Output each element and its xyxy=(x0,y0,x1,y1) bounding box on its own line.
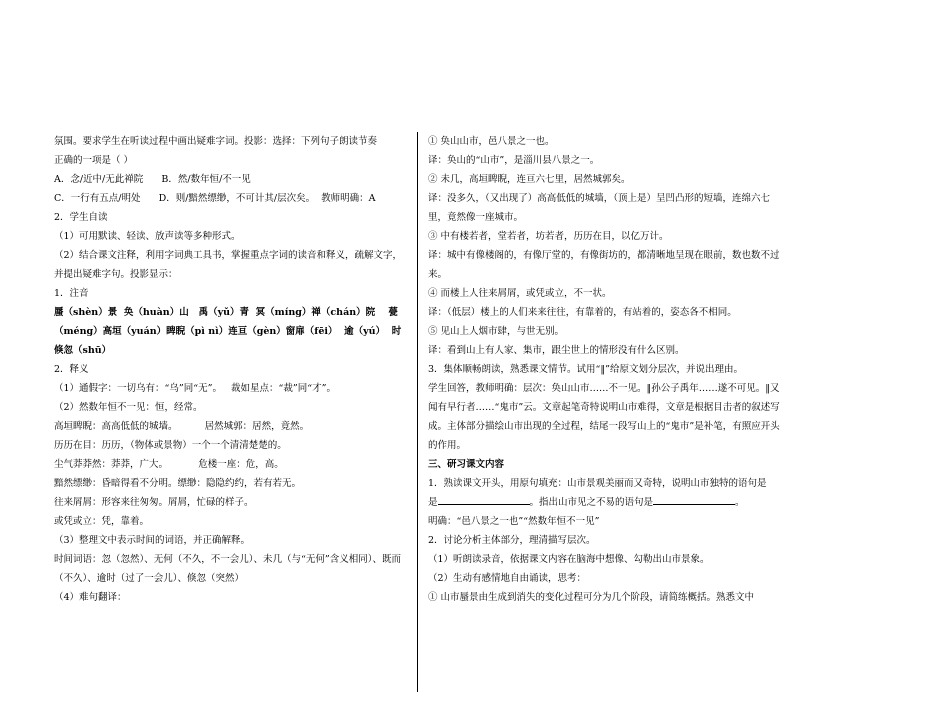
paragraph: 时间词语：忽（忽然）、无何（不久，不一会儿）、未几（与“无何”含义相同）、既而（不久）、逾时（过了一会儿）、倏忽（突然） xyxy=(54,554,401,584)
definition-line: 黯然缥缈：昏暗得看不分明。缥缈：隐隐约约，若有若无。 xyxy=(54,478,302,489)
text-line: ④ 而楼上人往来屑屑，或凭或立，不一状。 xyxy=(428,288,612,299)
section-heading: 2．学生自读 xyxy=(54,212,108,223)
definition-line: 往来屑屑：形容来往匆匆。屑屑，忙碌的样子。 xyxy=(54,497,254,508)
text-line: ① 奂山山市，邑八景之一也。 xyxy=(428,136,555,147)
paragraph: 译：城中有像楼阁的，有像厅堂的，有像街坊的，都清晰地呈现在眼前，数也数不过来。 xyxy=(428,250,780,280)
text-line: 3．集体顺畅朗读，熟悉课文情节。试用“‖”给原文划分层次，并说出理由。 xyxy=(428,364,744,375)
text-line: 氛围。要求学生在听读过程中画出疑难字词。投影：选择：下列句子朗读节奏 xyxy=(54,136,378,147)
answer-blank[interactable] xyxy=(438,493,530,505)
paragraph: 学生回答，教师明确：层次：奂山山市……不一见。‖孙公子禹年……遂不可见。‖又闻有早行者……“鬼市”云。文章起笔奇特说明山市难得，文章是根据目击者的叙述写成。主体部分描绘山市出现的全过程，结尾一段写山上的“鬼市”是补笔，有照应开头的作用。 xyxy=(428,383,780,451)
definition-line: 高垣睥睨：高高低低的城墙。 居然城郭：居然，竟然。 xyxy=(54,421,310,432)
text-line: 明确：“邑八景之一也”“然数年恒不一见” xyxy=(428,516,600,527)
text-line: （2）生动有感情地自由诵读，思考： xyxy=(428,573,587,584)
fill-blank-line: 是 。指出山市见之不易的语句是 。 xyxy=(428,493,782,512)
pronunciation-list: 蜃（shèn）景 奂（huàn）山 禹（yǔ）青 冥（míng）禅（chán）院 甍（méng）高垣（yuán）睥睨（pì nì）连亘（gèn）窗扉（fēi） 逾（yú） 时倏忽（shū） xyxy=(54,307,402,356)
text-line: （1）通假字：一切乌有：“乌”同“无”。 裁如星点：“裁”同“才”。 xyxy=(54,383,336,394)
text-fragment: 。指出山市见之不易的语句是 xyxy=(529,497,654,508)
text-line: （4）难句翻译： xyxy=(54,592,127,603)
text-line: ① 山市蜃景由生成到消失的变化过程可分为几个阶段，请简练概括。熟悉文中 xyxy=(428,592,755,603)
text-line: 2．讨论分析主体部分，理清描写层次。 xyxy=(428,535,596,546)
text-line: ⑤ 见山上人烟市肆，与世无别。 xyxy=(428,326,565,337)
text-line: （1）听朗读录音，依据课文内容在脑海中想像、勾勒出山市景象。 xyxy=(428,554,710,565)
text-line: ③ 中有楼若者，堂若者，坊若者，历历在目，以亿万计。 xyxy=(428,231,669,242)
text-line: 1．熟读课文开头，用原句填充：山市景观美丽而又奇特，说明山市独特的语句是 xyxy=(428,478,767,489)
section-heading: 三、研习课文内容 xyxy=(428,459,505,470)
text-line: （2）然数年恒不一见：恒，经常。 xyxy=(54,402,203,413)
text-fragment: 。 xyxy=(735,497,745,508)
left-column xyxy=(54,132,408,607)
option-line: C．一行有五点/明处 D．则/黯然缥缈，不可计其/层次矣。 教师明确：A xyxy=(54,193,376,204)
option-line: A．念/近中/无此禅院 B．然/数年恒/不一见 xyxy=(54,174,251,185)
right-column xyxy=(428,132,782,607)
subsection-heading: 1．注音 xyxy=(54,288,89,299)
definition-line: 尘气莽莽然：莽莽，广大。 危楼一座：危，高。 xyxy=(54,459,284,470)
definition-line: 历历在目：历历，（物体或景物）一个一个清清楚楚的。 xyxy=(54,440,287,451)
text-line: 译：（低层）楼上的人们来来往往，有靠着的，有站着的，姿态各不相同。 xyxy=(428,307,737,318)
text-line: 正确的一项是（ ） xyxy=(54,155,134,166)
text-line: （3）整理文中表示时间的词语，并正确解释。 xyxy=(54,535,251,546)
text-line: 译：奂山的“山市”，是淄川县八景之一。 xyxy=(428,155,600,166)
text-line: 译：看到山上有人家、集市，跟尘世上的情形没有什么区别。 xyxy=(428,345,685,356)
definition-line: 或凭或立：凭，靠着。 xyxy=(54,516,150,527)
subsection-heading: 2．释义 xyxy=(54,364,89,375)
paragraph: 译：没多久，（又出现了）高高低低的城墙，（顶上是）呈凹凸形的短墙，连绵六七里，竟然像一座城市。 xyxy=(428,193,771,223)
column-divider xyxy=(417,132,418,692)
paragraph: （2）结合课文注释，利用字词典工具书，掌握重点字词的读音和释义，疏解文字，并提出疑难字句。投影显示： xyxy=(54,250,403,280)
answer-blank[interactable] xyxy=(653,493,735,505)
text-line: ② 未几，高垣睥睨，连亘六七里，居然城郭矣。 xyxy=(428,174,631,185)
text-line: （1）可用默读、轻读、放声读等多种形式。 xyxy=(54,231,241,242)
